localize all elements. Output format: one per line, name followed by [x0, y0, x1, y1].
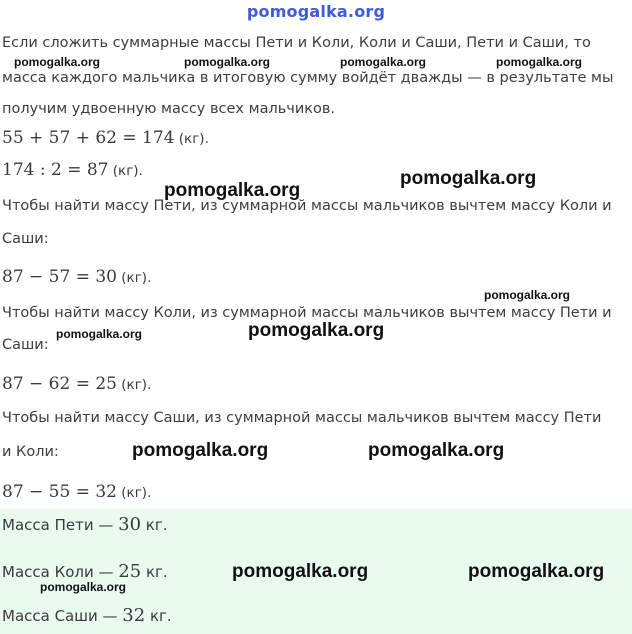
sasha-line-1: Чтобы найти массу Саши, из суммарной массы мальчиков вычтем массу Пети [2, 410, 602, 426]
watermark: pomogalka.org [340, 55, 427, 69]
answer-sasha: Масса Саши — 32 кг. [2, 605, 172, 626]
watermark: pomogalka.org [184, 55, 271, 69]
intro-line-3: получим удвоенную массу всех мальчиков. [2, 101, 336, 117]
watermark: pomogalka.org [496, 55, 583, 69]
answer-kolya: Масса Коли — 25 кг. [2, 561, 168, 582]
watermark: pomogalka.org [368, 440, 505, 461]
equation-sum: 55 + 57 + 62 = 174 (кг). [2, 128, 209, 148]
watermark: pomogalka.org [400, 168, 537, 189]
watermark: pomogalka.org [56, 327, 143, 341]
watermark: pomogalka.org [484, 288, 571, 302]
watermark: pomogalka.org [14, 55, 101, 69]
site-header-logo[interactable]: pomogalka.org [246, 2, 386, 21]
intro-line-1: Если сложить суммарные массы Пети и Коли, Коли и Саши, Пети и Саши, то [2, 35, 591, 51]
kolya-line-1: Чтобы найти массу Коли, из суммарной массы мальчиков вычтем массу Пети и [2, 305, 612, 321]
petya-line-2: Саши: [2, 231, 49, 247]
petya-line-1: Чтобы найти массу Пети, из суммарной массы мальчиков вычтем массу Коли и [2, 198, 612, 214]
intro-line-2: масса каждого мальчика в итоговую сумму войдёт дважды — в результате мы [2, 70, 614, 86]
watermark: pomogalka.org [164, 180, 301, 201]
equation-kolya: 87 − 62 = 25 (кг). [2, 374, 152, 394]
watermark: pomogalka.org [232, 561, 369, 582]
kolya-line-2: Саши: [2, 337, 49, 353]
watermark: pomogalka.org [248, 320, 385, 341]
equation-sasha: 87 − 55 = 32 (кг). [2, 482, 152, 502]
equation-petya: 87 − 57 = 30 (кг). [2, 267, 152, 287]
watermark: pomogalka.org [132, 440, 269, 461]
watermark: pomogalka.org [40, 580, 127, 594]
equation-half: 174 : 2 = 87 (кг). [2, 160, 143, 180]
answer-petya: Масса Пети — 30 кг. [2, 514, 168, 535]
sasha-line-2: и Коли: [2, 444, 59, 460]
watermark: pomogalka.org [468, 561, 605, 582]
